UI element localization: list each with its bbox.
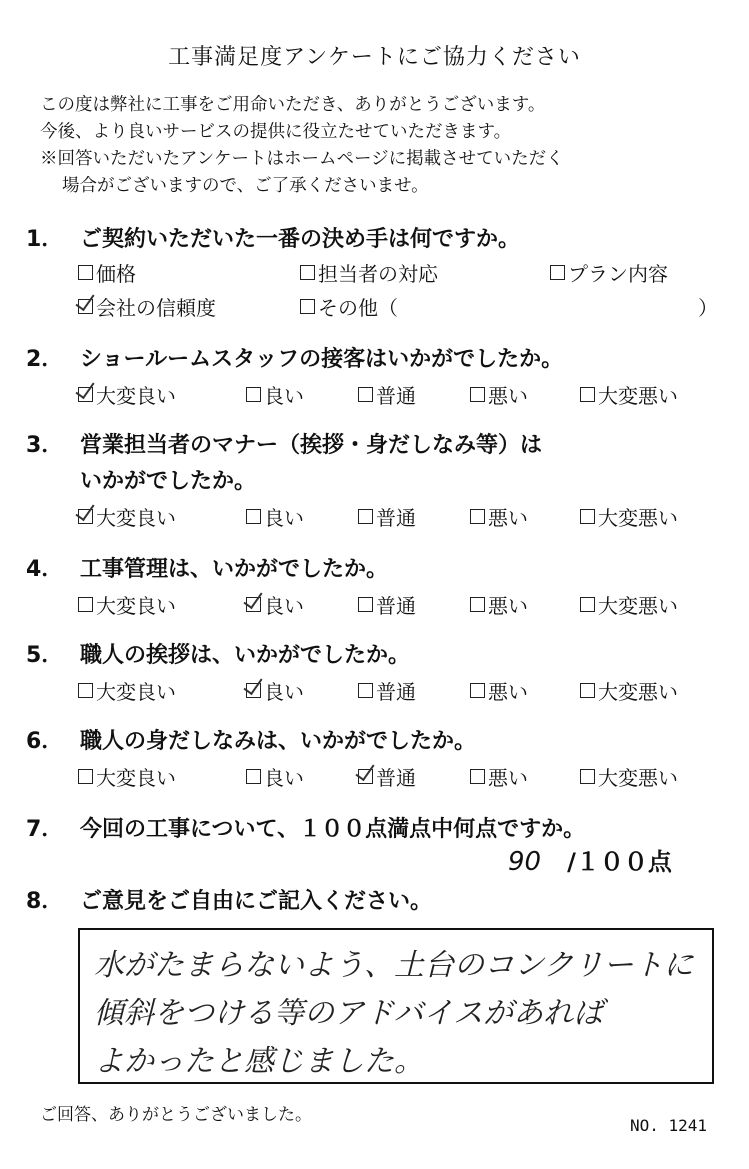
checkbox[interactable] <box>580 509 595 524</box>
checkbox[interactable] <box>550 265 565 280</box>
question-number: 8． <box>26 889 64 914</box>
checkbox[interactable] <box>300 265 315 280</box>
checkbox[interactable] <box>470 769 485 784</box>
option-very-good[interactable]: 大変良い <box>78 676 176 705</box>
checkbox[interactable] <box>580 769 595 784</box>
intro-line: この度は弊社に工事をご用命いただき、ありがとうございます。 <box>40 95 546 115</box>
question-text: ご契約いただいた一番の決め手は何ですか。 <box>80 227 521 252</box>
question-number: 2． <box>26 347 64 372</box>
option-bad[interactable]: 悪い <box>470 380 528 409</box>
comment-line: よかったと感じました。 <box>94 1044 424 1079</box>
checkbox-checked[interactable] <box>246 683 261 698</box>
checkbox-checked[interactable] <box>78 509 93 524</box>
question-2 <box>26 342 563 373</box>
q1-options-row2 <box>78 292 718 324</box>
option-average[interactable]: 普通 <box>358 502 416 531</box>
checkbox[interactable] <box>246 387 261 402</box>
question-8 <box>26 884 432 915</box>
option-good[interactable]: 良い <box>246 502 304 531</box>
q6-options <box>78 762 718 794</box>
question-number: 4． <box>26 557 64 582</box>
checkbox[interactable] <box>78 265 93 280</box>
checkbox[interactable] <box>358 387 373 402</box>
option-bad[interactable]: 悪い <box>470 502 528 531</box>
option-company-trust[interactable]: 会社の信頼度 <box>78 292 216 321</box>
option-average[interactable]: 普通 <box>358 380 416 409</box>
option-very-bad[interactable]: 大変悪い <box>580 502 678 531</box>
checkbox[interactable] <box>580 683 595 698</box>
question-text: 工事管理は、いかがでしたか。 <box>80 557 389 582</box>
question-text: 今回の工事について、１００点満点中何点ですか。 <box>80 817 586 842</box>
score-field[interactable] <box>508 842 672 877</box>
checkbox[interactable] <box>78 769 93 784</box>
option-good[interactable]: 良い <box>246 762 304 791</box>
question-6 <box>26 724 476 755</box>
option-plan-content[interactable]: プラン内容 <box>550 258 668 287</box>
question-text: 職人の身だしなみは、いかがでしたか。 <box>80 729 477 754</box>
question-7 <box>26 812 585 843</box>
intro-line: 場合がございますので、ご了承くださいませ。 <box>62 176 429 196</box>
checkbox[interactable] <box>580 387 595 402</box>
comment-line: 水がたまらないよう、土台のコンクリートに <box>94 948 694 983</box>
checkbox[interactable] <box>78 683 93 698</box>
option-very-bad[interactable]: 大変悪い <box>580 590 678 619</box>
question-5 <box>26 638 410 669</box>
option-bad[interactable]: 悪い <box>470 676 528 705</box>
question-number: 5． <box>26 643 64 668</box>
option-bad[interactable]: 悪い <box>470 762 528 791</box>
q5-options <box>78 676 718 708</box>
question-1 <box>26 222 520 253</box>
question-text: 職人の挨拶は、いかがでしたか。 <box>80 643 411 668</box>
question-number: 3． <box>26 433 64 458</box>
question-text: ご意見をご自由にご記入ください。 <box>80 889 433 914</box>
checkbox[interactable] <box>470 597 485 612</box>
option-average[interactable]: 普通 <box>358 590 416 619</box>
option-average[interactable]: 普通 <box>358 676 416 705</box>
option-good[interactable]: 良い <box>246 590 304 619</box>
checkbox[interactable] <box>358 597 373 612</box>
q4-options <box>78 590 718 622</box>
checkbox-checked[interactable] <box>358 769 373 784</box>
option-good[interactable]: 良い <box>246 676 304 705</box>
question-number: 7． <box>26 817 64 842</box>
other-close-paren: ） <box>698 296 718 320</box>
footer-thanks: ご回答、ありがとうございました。 <box>40 1105 312 1125</box>
checkbox[interactable] <box>246 509 261 524</box>
option-bad[interactable]: 悪い <box>470 590 528 619</box>
option-very-good[interactable]: 大変良い <box>78 762 176 791</box>
comment-box[interactable] <box>78 928 714 1084</box>
q1-options-row1 <box>78 258 718 290</box>
intro-line: ※回答いただいたアンケートはホームページに掲載させていただく <box>40 149 564 169</box>
option-very-bad[interactable]: 大変悪い <box>580 676 678 705</box>
question-number: 1． <box>26 227 64 252</box>
option-very-good[interactable]: 大変良い <box>78 502 176 531</box>
question-text: 営業担当者のマナー（挨拶・身だしなみ等）は <box>80 433 543 458</box>
q2-options <box>78 380 718 412</box>
checkbox[interactable] <box>246 769 261 784</box>
option-average[interactable]: 普通 <box>358 762 416 791</box>
comment-line: 傾斜をつける等のアドバイスがあれば <box>94 996 604 1031</box>
survey-title: 工事満足度アンケートにご協力ください <box>168 45 581 70</box>
checkbox-checked[interactable] <box>246 597 261 612</box>
question-4 <box>26 552 388 583</box>
checkbox[interactable] <box>358 509 373 524</box>
option-very-bad[interactable]: 大変悪い <box>580 380 678 409</box>
checkbox[interactable] <box>470 387 485 402</box>
checkbox[interactable] <box>580 597 595 612</box>
option-price[interactable]: 価格 <box>78 258 136 287</box>
question-3 <box>26 428 542 459</box>
intro-line: 今後、より良いサービスの提供に役立たせていただきます。 <box>40 122 512 142</box>
intro-text <box>40 92 564 200</box>
checkbox-checked[interactable] <box>78 299 93 314</box>
question-3-line2: いかがでしたか。 <box>80 469 257 494</box>
option-other[interactable]: その他（ <box>300 292 398 321</box>
option-very-bad[interactable]: 大変悪い <box>580 762 678 791</box>
checkbox-checked[interactable] <box>78 387 93 402</box>
option-good[interactable]: 良い <box>246 380 304 409</box>
checkbox[interactable] <box>78 597 93 612</box>
document-number: NO. 1241 <box>630 1116 708 1135</box>
question-number: 6． <box>26 729 64 754</box>
checkbox[interactable] <box>470 509 485 524</box>
option-very-good[interactable]: 大変良い <box>78 380 176 409</box>
score-denominator: /１００点 <box>567 848 672 876</box>
checkbox[interactable] <box>470 683 485 698</box>
checkbox[interactable] <box>300 299 315 314</box>
score-value[interactable]: 90 <box>508 847 542 877</box>
q3-options <box>78 502 718 534</box>
checkbox[interactable] <box>358 683 373 698</box>
question-text: ショールームスタッフの接客はいかがでしたか。 <box>80 347 564 372</box>
option-very-good[interactable]: 大変良い <box>78 590 176 619</box>
option-staff-response[interactable]: 担当者の対応 <box>300 258 438 287</box>
